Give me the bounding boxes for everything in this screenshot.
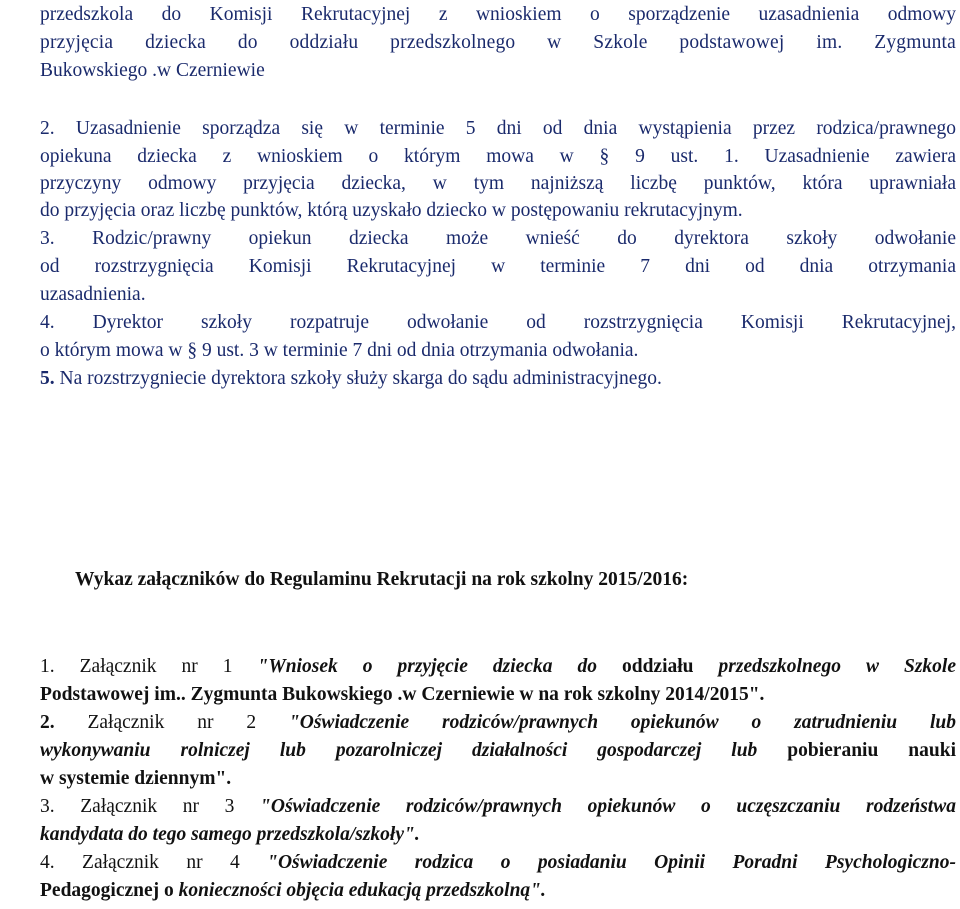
attachment-2-line2: wykonywaniu rolniczej lub pozarolniczej działalności gospodarczej lub pobieraniu nauki [40,740,956,761]
attachment-4-line1: 4. Załącznik nr 4 "Oświadczenie rodzica o posiadaniu Opinii Poradni Psychologiczno- [40,852,956,873]
paragraph-line: przedszkola do Komisji Rekrutacyjnej z wnioskiem o sporządzenie uzasadnienia odmowy [40,4,956,25]
attachment-2-line3: w systemie dziennym". [40,768,232,789]
list-item-3-line1: 3. Rodzic/prawny opiekun dziecka może wnieść do dyrektora szkoły odwołanie [40,228,956,249]
attachment-4-line2: Pedagogicznej o konieczności objęcia edukacją przedszkolną". [40,880,546,901]
attachment-3-line2: kandydata do tego samego przedszkola/szkoły". [40,824,420,845]
list-number: 5. [40,368,55,389]
list-item-5: 5. Na rozstrzygniecie dyrektora szkoły służy skarga do sądu administracyjnego. [40,368,662,389]
attachments-heading: Wykaz załączników do Regulaminu Rekrutacji na rok szkolny 2015/2016: [75,569,689,590]
paragraph-line: przyjęcia dziecka do oddziału przedszkolnego w Szkole podstawowej im. Zygmunta [40,32,956,53]
list-number: 2. [40,118,55,139]
list-item-3-line2: od rozstrzygnięcia Komisji Rekrutacyjnej w terminie 7 dni od dnia otrzymania [40,256,956,277]
list-item-2-line4: do przyjęcia oraz liczbę punktów, którą uzyskało dziecko w postępowaniu rekrutacyjnym. [40,200,743,221]
attachment-1-line2: Podstawowej im.. Zygmunta Bukowskiego .w Czerniewie w na rok szkolny 2014/2015". [40,684,765,705]
list-item-3-line3: uzasadnienia. [40,284,146,305]
attachment-1-line1: 1. Załącznik nr 1 "Wniosek o przyjęcie dziecka do oddziału przedszkolnego w Szkole [40,656,956,677]
attachment-3-line1: 3. Załącznik nr 3 "Oświadczenie rodziców/prawnych opiekunów o uczęszczaniu rodzeństwa [40,796,956,817]
list-item-2-line3: przyczyny odmowy przyjęcia dziecka, w tym najniższą liczbę punktów, która uprawniała [40,173,956,194]
list-number: 4. [40,312,55,333]
list-item-2-line1: 2. Uzasadnienie sporządza się w terminie 5 dni od dnia wystąpienia przez rodzica/prawnego [40,118,956,139]
paragraph-line: Bukowskiego .w Czerniewie [40,60,265,81]
list-item-2-line2: opiekuna dziecka z wnioskiem o którym mowa w § 9 ust. 1. Uzasadnienie zawiera [40,146,956,167]
attachment-2-line1: 2. Załącznik nr 2 "Oświadczenie rodziców/prawnych opiekunów o zatrudnieniu lub [40,712,956,733]
list-number: 3. [40,228,55,249]
list-item-4-line2: o którym mowa w § 9 ust. 3 w terminie 7 dni od dnia otrzymania odwołania. [40,340,639,361]
list-item-4-line1: 4. Dyrektor szkoły rozpatruje odwołanie od rozstrzygnięcia Komisji Rekrutacyjnej, [40,312,956,333]
